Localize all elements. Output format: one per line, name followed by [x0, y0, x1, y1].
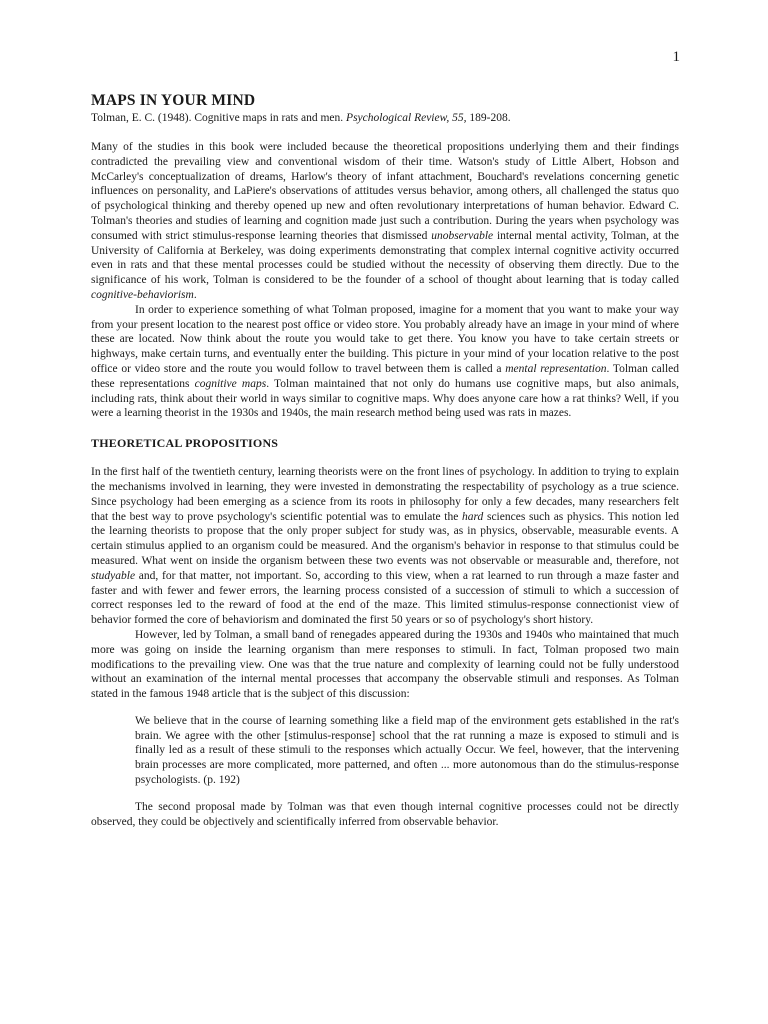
body-paragraph [91, 465, 679, 628]
body-paragraph [91, 303, 679, 421]
page-number: 1 [672, 49, 680, 65]
text-run: and, for that matter, not important. So, according to this view, when a rat learned to run through a maze faster and faster and with fewer and fewer errors, the learning process consisted of a succession of stimuli to which a succession of correct responses led to the reward of food at the end of the maze. This limited stimulus-response connectionist view of behavior formed the core of behaviorism and dominated the first 50 years or so of psychology's short history. [91, 569, 679, 627]
block-quote [135, 714, 679, 788]
text-run: Many of the studies in this book were included because the theoretical propositions underlying them and their findings contradicted the prevailing view and conventional wisdom of their time. Watson's study of Little Albert, Hobson and McCarley's conceptualization of dreams, Harlow's theory of infant attachment, Bouchard's revelations concerning genetic influences on personality, and LaPiere's observations of attitudes versus behavior, among others, all challenged the status quo of psychological thinking and thereby opened up new and often revolutionary interpretations of human behavior. Edward C. Tolman's theories and studies of learning and cognition made just such a contribution. During the years when psychology was consumed with strict stimulus-response learning theories that dismissed [91, 141, 679, 242]
text-run: In the first half of the twentieth century, learning theorists were on the front lines of psychology. In addition to trying to explain the mechanisms involved in learning, they were invested in demonstrating the respectability of psychology as a true science. Since psychology had been emerging as a science from its roots in philosophy for only a few decades, many researchers felt that the best way to prove psychology's scientific potential was to emulate the [91, 466, 679, 523]
text-run: internal mental activity, Tolman, at the University of California at Berkeley, was doing experiments demonstrating that complex internal cognitive activity occurred even in rats and that these mental processes could be studied without the necessity of observing them directly. Due to the significance of his work, Tolman is considered to be the founder of a school of thought about learning that is today called [91, 229, 679, 287]
text-run: . [193, 288, 197, 301]
emphasis-text: cognitive maps [194, 377, 267, 390]
text-run: In order to experience something of what Tolman proposed, imagine for a moment that you want to make your way from your present location to the nearest post office or video store. You probably already have an image in your mind of where these are located. Now think about the route you would take to get there. You know you have to take certain streets or highways, make certain turns, and eventually enter the building. This picture in your mind of your location relative to the post office or video store and the route you would follow to travel between them is called a [91, 303, 679, 375]
text-run: sciences such as physics. This notion led the learning theorists to propose that the only proper subject for study was, as in physics, observable, measurable events. A certain stimulus applied to an organism could be measured. And the organism's behavior in response to that stimulus could be measured. What went on inside the organism between these two events was not observable or measurable and, therefore, not [91, 510, 679, 567]
emphasis-text: hard [462, 510, 484, 523]
emphasis-text: unobservable [431, 229, 494, 242]
intro-paragraph [91, 140, 679, 303]
emphasis-text: cognitive-behaviorism [91, 288, 194, 301]
section-heading: THEORETICAL PROPOSITIONS [91, 436, 279, 451]
document-body [91, 91, 679, 829]
citation-pages: 189-208. [466, 112, 511, 124]
document-title: MAPS IN YOUR MIND [91, 92, 256, 109]
text-run: . Tolman maintained that not only do humans use cognitive maps, but also animals, including rats, think about their world in ways similar to cognitive maps. Why does anyone care how a rat thinks? Well, if you were a learning theorist in the 1930s and 1940s, the main research method being used was rats in mazes. [91, 377, 679, 420]
body-paragraph: The second proposal made by Tolman was that even though internal cognitive processes could not be directly observed, they could be objectively and scientifically inferred from observable behavior. [91, 800, 679, 828]
quote-text: We believe that in the course of learning something like a field map of the environment gets established in the rat's brain. We agree with the other [stimulus-response] school that the rat running a maze is exposed to stimuli and is finally led as a result of these stimuli to the responses which actually Occur. We feel, however, that the intervening brain processes are more complicated, more patterned, and often ... more autonomous than do the stimulus-response psychologists. (p. 192) [135, 714, 679, 787]
citation-text: Tolman, E. C. (1948). Cognitive maps in rats and men. [91, 112, 347, 124]
citation-journal: Psychological Review, 55, [346, 112, 467, 124]
emphasis-text: studyable [91, 569, 136, 582]
emphasis-text: mental representation [505, 362, 607, 375]
body-paragraph: However, led by Tolman, a small band of renegades appeared during the 1930s and 1940s who maintained that much more was going on inside the learning organism than mere responses to stimuli. In fact, Tolman proposed two main modifications to the prevailing view. One was that the true nature and complexity of learning could not be fully understood without an examination of the internal mental processes that accompany the observable stimuli and responses. As Tolman stated in the famous 1948 article that is the subject of this discussion: [91, 628, 679, 701]
citation [91, 111, 679, 126]
text-run: . Tolman called these representations [91, 362, 680, 390]
